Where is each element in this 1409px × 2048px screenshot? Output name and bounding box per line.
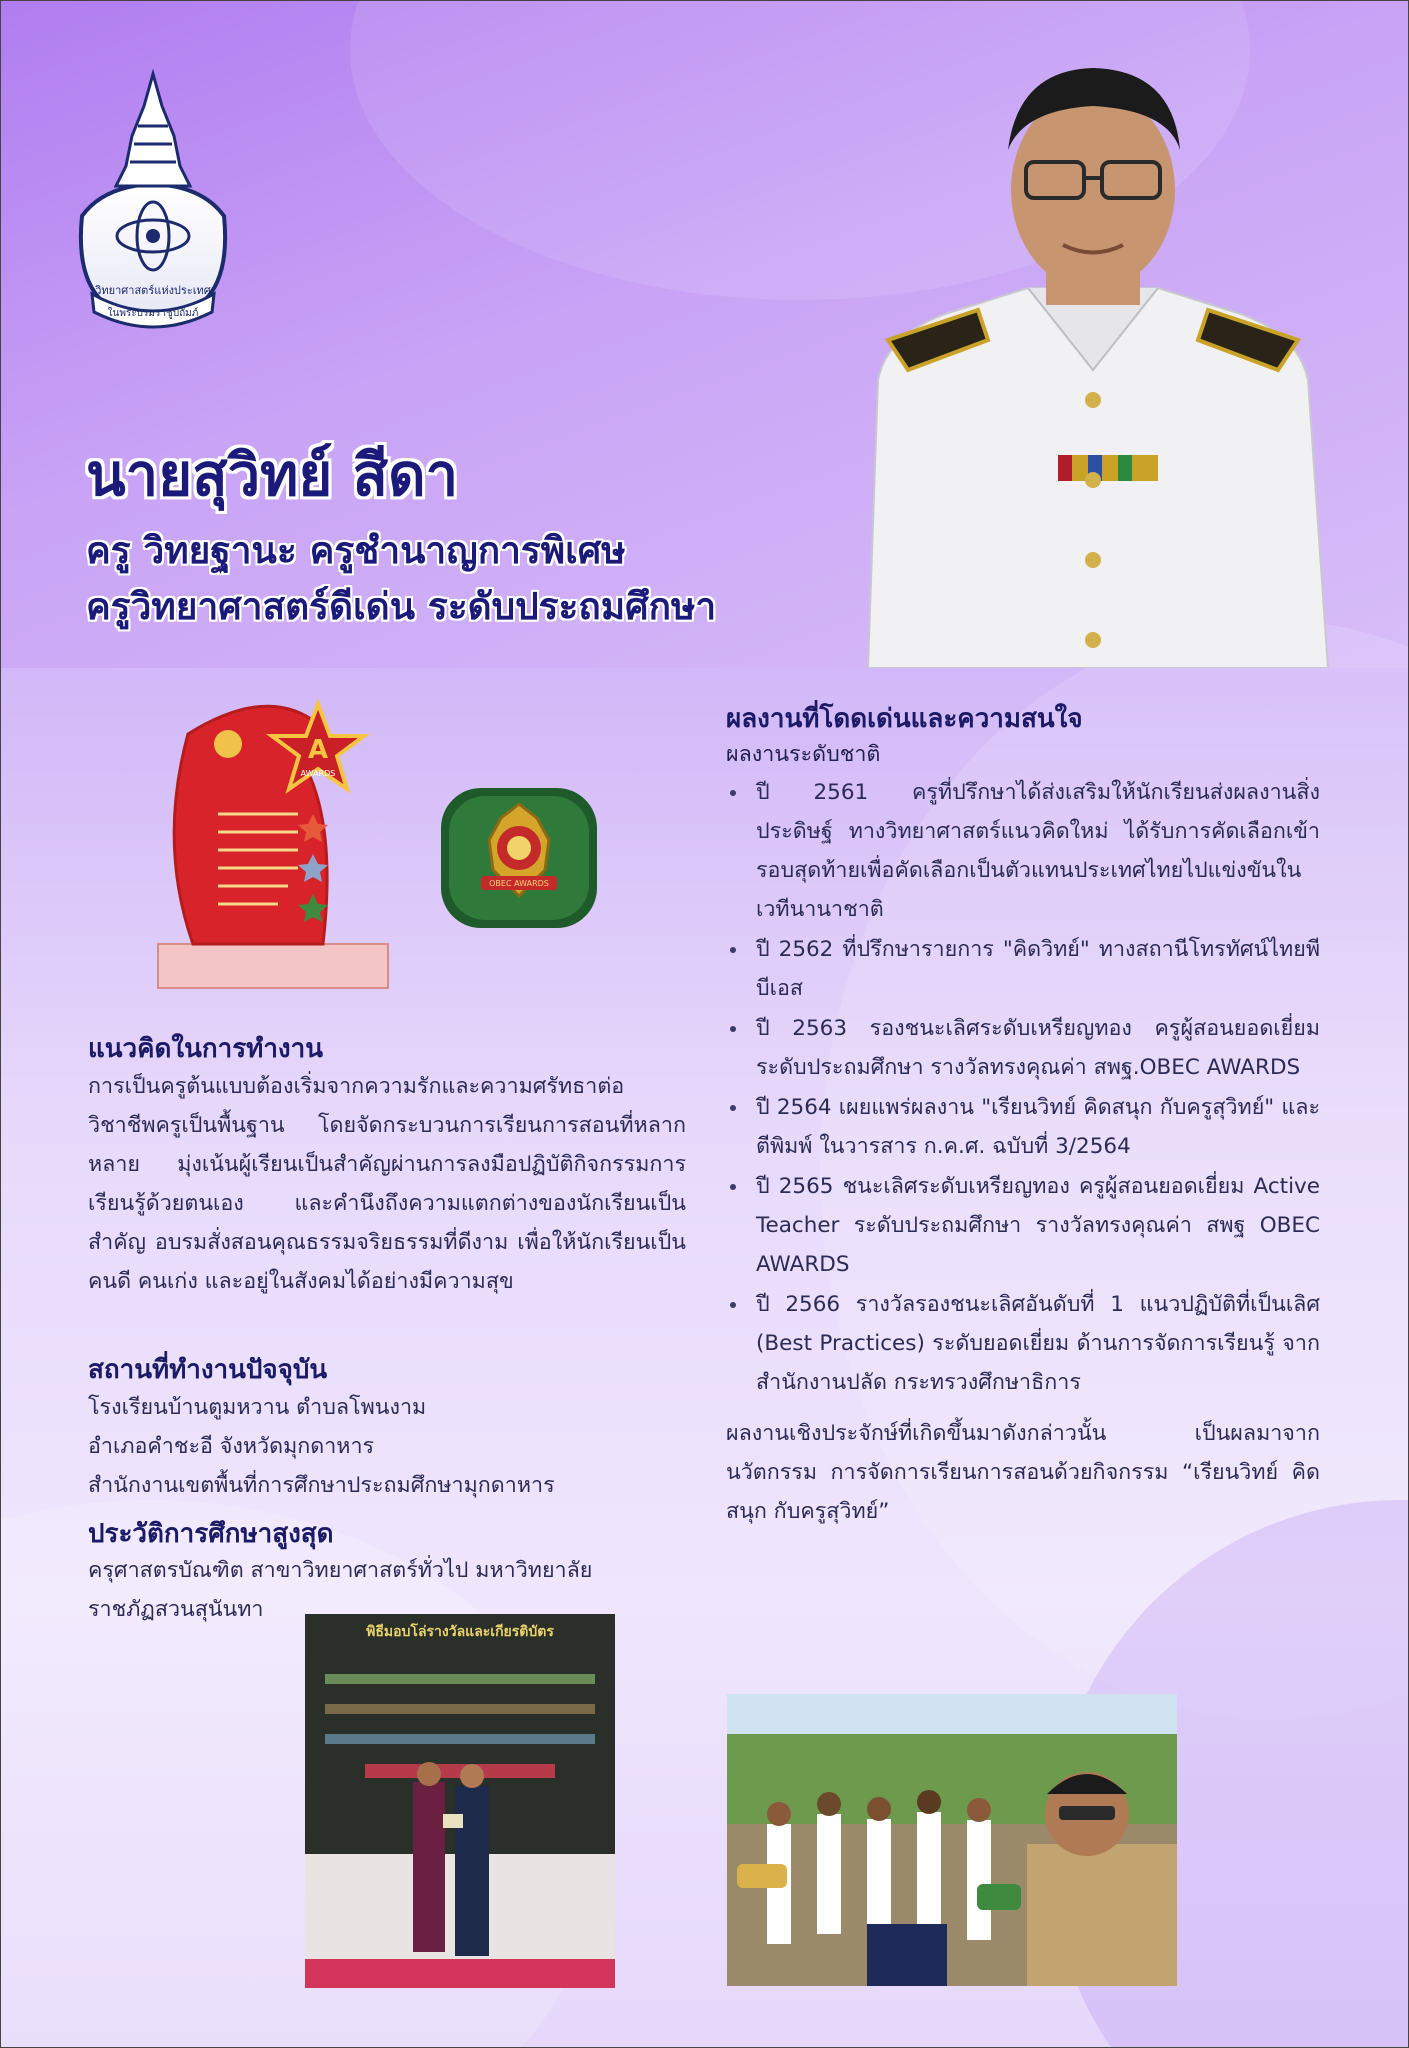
achievements-list — [726, 773, 1320, 1403]
students-group-photo — [727, 1694, 1177, 1986]
workplace-line: โรงเรียนบ้านตูมหวาน ตำบลโพนงาม — [88, 1395, 427, 1420]
workplace-text — [88, 1388, 688, 1505]
svg-text:ในพระบรมราชูปถัมภ์: ในพระบรมราชูปถัมภ์ — [107, 308, 199, 319]
education-heading: ประวัติการศึกษาสูงสุด — [88, 1519, 334, 1549]
obec-award-pin-image — [437, 778, 601, 938]
rank-subtitle: ครู วิทยฐานะ ครูชำนาญการพิเศษ — [86, 529, 626, 572]
achievement-item: ปี 2563 รองชนะเลิศระดับเหรียญทอง ครูผู้สอนยอดเยี่ยม ระดับประถมศึกษา รางวัลทรงคุณค่า สพฐ.OBEC AWARDS — [726, 1009, 1320, 1087]
achievement-item: ปี 2566 รางวัลรองชนะเลิศอันดับที่ 1 แนวปฏิบัติที่เป็นเลิศ (Best Practices) ระดับยอดเยี่ยม ด้านการจัดการเรียนรู้ จากสำนักงานปลัด กระทรวงศึกษาธิการ — [726, 1285, 1320, 1402]
svg-text:พิธีมอบโล่รางวัลและเกียรติบัตร: พิธีมอบโล่รางวัลและเกียรติบัตร — [366, 1624, 554, 1640]
achievement-item: ปี 2562 ที่ปรึกษารายการ "คิดวิทย์" ทางสถานีโทรทัศน์ไทยพีบีเอส — [726, 930, 1320, 1008]
achievement-item: ปี 2561 ครูที่ปรึกษาได้ส่งเสริมให้นักเรียนส่งผลงานสิ่งประดิษฐ์ ทางวิทยาศาสตร์แนวคิดใหม่ ได้รับการคัดเลือกเข้ารอบสุดท้ายเพื่อคัดเลือกเป็นตัวแทนประเทศไทยไปแข่งขันในเวทีนานาชาติ — [726, 773, 1320, 929]
workplace-line: อำเภอคำชะอี จังหวัดมุกดาหาร — [88, 1434, 375, 1459]
svg-text:A: A — [307, 735, 329, 765]
page-title: นายสุวิทย์ สีดา — [86, 441, 459, 509]
approach-text: การเป็นครูต้นแบบต้องเริ่มจากความรักและความศรัทธาต่อวิชาชีพครูเป็นพื้นฐาน โดยจัดกระบวนการเรียนการสอนที่หลากหลาย มุ่งเน้นผู้เรียนเป็นสำคัญผ่านการลงมือปฏิบัติกิจกรรมการเรียนรู้ด้วยตนเอง และคำนึงถึงความแตกต่างของนักเรียนเป็นสำคัญ อบรมสั่งสอนคุณธรรมจริยธรรมที่ดีงาม เพื่อให้นักเรียนเป็นคนดี คนเก่ง และอยู่ในสังคมได้อย่างมีความสุข — [88, 1074, 686, 1294]
science-society-emblem-icon — [62, 66, 244, 336]
svg-text:วิทยาศาสตร์แห่งประเทศ: วิทยาศาสตร์แห่งประเทศ — [95, 284, 211, 297]
approach-heading: แนวคิดในการทำงาน — [88, 1034, 323, 1064]
achievement-item: ปี 2564 เผยแพร่ผลงาน "เรียนวิทย์ คิดสนุก กับครูสุวิทย์" และตีพิมพ์ ในวารสาร ก.ค.ศ. ฉบับที่ 3/2564 — [726, 1088, 1320, 1166]
svg-text:OBEC AWARDS: OBEC AWARDS — [489, 879, 549, 888]
education-line: ราชภัฏสวนสุนันทา — [88, 1597, 264, 1622]
achievements-summary: ผลงานเชิงประจักษ์ที่เกิดขึ้นมาดังกล่าวนั้น เป็นผลมาจากนวัตกรรม การจัดการเรียนการสอนด้วยกิจกรรม “เรียนวิทย์ คิดสนุก กับครูสุวิทย์” — [726, 1421, 1320, 1524]
achievement-item: ปี 2565 ชนะเลิศระดับเหรียญทอง ครูผู้สอนยอดเยี่ยม Active Teacher ระดับประถมศึกษา รางวัลทรงคุณค่า สพฐ OBEC AWARDS — [726, 1167, 1320, 1284]
achievements-heading: ผลงานที่โดดเด่นและความสนใจ — [726, 704, 1083, 734]
workplace-line: สำนักงานเขตพื้นที่การศึกษาประถมศึกษามุกดาหาร — [88, 1473, 555, 1498]
svg-text:AWARDS: AWARDS — [300, 769, 336, 778]
award-trophy-image — [148, 694, 398, 996]
award-subtitle: ครูวิทยาศาสตร์ดีเด่น ระดับประถมศึกษา — [86, 585, 717, 628]
workplace-heading: สถานที่ทำงานปัจจุบัน — [88, 1355, 328, 1385]
award-ceremony-photo — [305, 1614, 615, 1988]
education-line: ครุศาสตรบัณฑิต สาขาวิทยาศาสตร์ทั่วไป มหาวิทยาลัย — [88, 1558, 593, 1583]
teacher-portrait-image — [848, 40, 1338, 668]
achievements-subheading: ผลงานระดับชาติ — [726, 742, 881, 767]
